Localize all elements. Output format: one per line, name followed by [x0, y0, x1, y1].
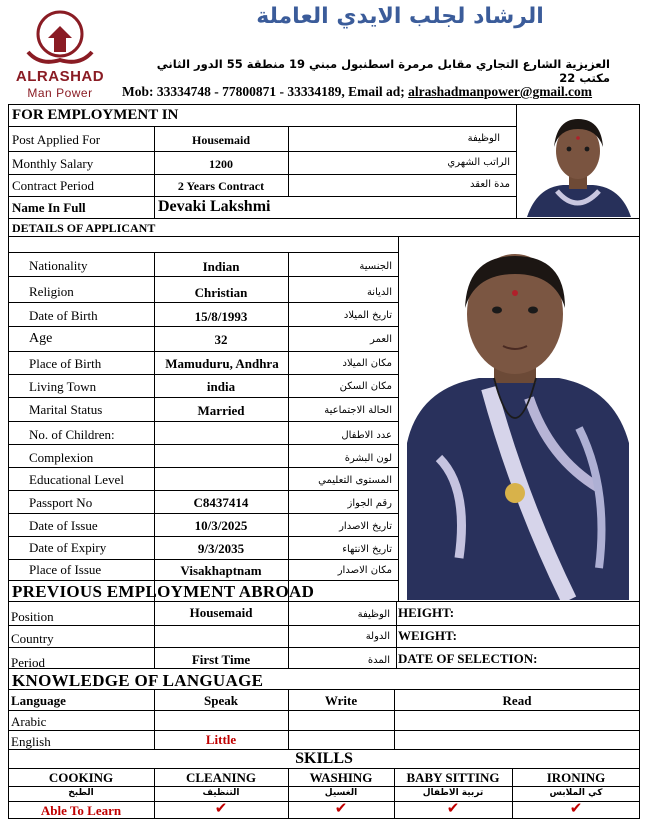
monthly-salary-arabic: الراتب الشهري — [447, 157, 510, 168]
children-arabic: عدد الاطفال — [341, 430, 392, 441]
prev-position-arabic: الوظيفة — [357, 609, 390, 620]
marital-status-arabic: الحالة الاجتماعية — [324, 405, 392, 416]
date-of-issue-arabic: تاريخ الاصدار — [339, 521, 392, 532]
place-of-birth-value: Mamuduru, Andhra — [165, 356, 279, 371]
nationality-label: Nationality — [29, 258, 88, 273]
age-arabic: العمر — [370, 334, 392, 345]
contract-period-arabic: مدة العقد — [470, 179, 510, 190]
language-section-title: KNOWLEDGE OF LANGUAGE — [12, 671, 264, 690]
language-header-speak: Speak — [204, 693, 238, 708]
company-arabic-title: الرشاد لجلب الايدي العاملة — [256, 4, 544, 29]
logo-brand-text: ALRASHAD — [15, 68, 105, 85]
skill-cleaning-label: CLEANING — [185, 770, 257, 785]
passport-no-arabic: رقم الجواز — [347, 498, 392, 509]
prev-position-label: Position — [11, 609, 54, 624]
passport-no-value: C8437414 — [193, 495, 249, 510]
skill-washing-arabic: الغسيل — [324, 788, 358, 798]
language-english-speak: Little — [205, 732, 237, 747]
contact-line — [122, 84, 592, 100]
contact-phones: Mob: 33334748 - 77800871 - 33334189, Email ad; — [122, 84, 409, 99]
prev-period-value: First Time — [191, 652, 251, 667]
skill-ironing-arabic: كي الملابس — [549, 788, 603, 798]
language-header-read: Read — [502, 693, 532, 708]
age-value: 32 — [214, 332, 228, 347]
weight-label: WEIGHT: — [398, 628, 457, 643]
prev-country-arabic: الدولة — [365, 631, 390, 642]
skills-section-title: SKILLS — [295, 750, 353, 767]
dob-label: Date of Birth — [29, 308, 98, 323]
prev-period-label: Period — [11, 655, 45, 670]
name-full-value: Devaki Lakshmi — [158, 198, 271, 215]
company-arabic-address: العزيزية الشارع التجاري مقابل مرمرة اسطنبول مبني 19 منطقة 55 الدور الثاني مكتب 22 — [156, 57, 610, 85]
skill-cooking-value: Able To Learn — [40, 803, 122, 818]
logo-emblem-icon — [10, 8, 110, 70]
living-town-value: india — [206, 379, 236, 394]
passport-no-label: Passport No — [29, 495, 93, 510]
logo-sub-text: Man Power — [27, 86, 93, 100]
place-of-issue-label: Place of Issue — [29, 562, 102, 577]
skill-ironing-label: IRONING — [546, 770, 606, 785]
skill-cooking-label: COOKING — [48, 770, 114, 785]
date-of-issue-value: 10/3/2025 — [194, 518, 248, 533]
skill-washing-check-icon: ✔ — [334, 801, 348, 817]
complexion-arabic: لون البشرة — [344, 453, 392, 464]
language-arabic-label: Arabic — [11, 714, 47, 729]
prev-period-arabic: المدة — [367, 655, 390, 666]
height-label: HEIGHT: — [398, 605, 455, 620]
name-full-label: Name In Full — [12, 200, 86, 215]
dob-value: 15/8/1993 — [194, 309, 248, 324]
applicant-photo-large — [399, 238, 634, 600]
marital-status-label: Marital Status — [29, 402, 103, 417]
living-town-arabic: مكان السكن — [339, 381, 392, 392]
skill-babysitting-label: BABY SITTING — [406, 770, 500, 785]
date-of-expiry-value: 9/3/2035 — [197, 541, 245, 556]
monthly-salary-value: 1200 — [209, 157, 233, 171]
monthly-salary-label: Monthly Salary — [12, 156, 94, 171]
skill-cooking-arabic: الطبخ — [68, 788, 94, 798]
skill-cleaning-arabic: التنظيف — [202, 788, 240, 798]
place-of-issue-arabic: مكان الاصدار — [337, 565, 392, 576]
prev-position-value: Housemaid — [189, 605, 253, 620]
date-of-selection-label: DATE OF SELECTION: — [398, 651, 538, 666]
religion-arabic: الديانة — [366, 287, 392, 298]
post-applied-arabic: الوظيفة — [467, 133, 500, 144]
previous-section-title: PREVIOUS EMPLOYMENT ABROAD — [12, 582, 315, 601]
language-header-write: Write — [324, 693, 358, 708]
religion-value: Christian — [194, 285, 248, 300]
applicant-photo-small — [517, 105, 639, 217]
nationality-arabic: الجنسية — [359, 261, 392, 272]
contact-email[interactable]: alrashadmanpower@gmail.com — [408, 84, 593, 99]
religion-label: Religion — [29, 284, 74, 299]
date-of-issue-label: Date of Issue — [29, 518, 98, 533]
marital-status-value: Married — [197, 403, 245, 418]
contract-period-value: 2 Years Contract — [177, 179, 265, 193]
applicant-section-title: DETAILS OF APPLICANT — [12, 221, 156, 235]
skill-babysitting-arabic: تربية الاطفال — [422, 788, 484, 798]
place-of-issue-value: Visakhaptnam — [180, 563, 262, 578]
language-header-language: Language — [11, 693, 66, 708]
skill-babysitting-check-icon: ✔ — [446, 801, 460, 817]
employment-section-title: FOR EMPLOYMENT IN — [12, 107, 179, 123]
education-arabic: المستوى التعليمي — [318, 475, 392, 486]
company-logo — [10, 8, 110, 100]
skill-cleaning-check-icon: ✔ — [214, 801, 228, 817]
post-applied-label: Post Applied For — [12, 132, 101, 147]
prev-country-label: Country — [11, 631, 54, 646]
language-english-label: English — [11, 734, 51, 749]
place-of-birth-label: Place of Birth — [29, 356, 102, 371]
nationality-value: Indian — [202, 259, 240, 274]
living-town-label: Living Town — [29, 379, 97, 394]
date-of-expiry-label: Date of Expiry — [29, 540, 107, 555]
contract-period-label: Contract Period — [12, 178, 94, 193]
dob-arabic: تاريخ الميلاد — [343, 310, 392, 321]
children-label: No. of Children: — [29, 427, 115, 442]
date-of-expiry-arabic: تاريخ الانتهاء — [342, 544, 392, 555]
skill-washing-label: WASHING — [309, 770, 373, 785]
complexion-label: Complexion — [29, 450, 94, 465]
age-label: Age — [29, 331, 53, 346]
education-label: Educational Level — [29, 472, 124, 487]
post-applied-value: Housemaid — [191, 133, 250, 147]
place-of-birth-arabic: مكان الميلاد — [342, 358, 392, 369]
skill-ironing-check-icon: ✔ — [569, 801, 583, 817]
